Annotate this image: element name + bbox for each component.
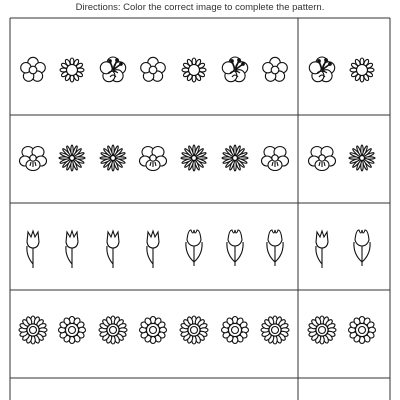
row-1-pattern-5-daisy-icon[interactable] bbox=[182, 58, 206, 82]
row-2-pattern-4-pansy-icon[interactable] bbox=[140, 147, 167, 171]
row-1-pattern-1-five-petal-flower-icon[interactable] bbox=[21, 57, 46, 81]
row-3-pattern-3-tulip-icon[interactable] bbox=[107, 231, 119, 268]
row-2-choice-1-pansy-icon[interactable] bbox=[309, 147, 336, 171]
row-3-choice-2-crocus-icon[interactable] bbox=[354, 230, 370, 266]
row-3-choice-1-tulip-icon[interactable] bbox=[316, 231, 328, 268]
row-1-choice-1-hibiscus-icon[interactable] bbox=[309, 57, 334, 82]
row-1-pattern-4-five-petal-flower-icon[interactable] bbox=[141, 57, 166, 81]
row-3-pattern-1-tulip-icon[interactable] bbox=[27, 231, 39, 268]
row-3-pattern-7-crocus-icon[interactable] bbox=[267, 230, 283, 266]
row-2-pattern-7-pansy-icon[interactable] bbox=[262, 147, 289, 171]
row-4-pattern-2-ring-daisy-icon[interactable] bbox=[59, 317, 86, 344]
row-4-pattern-4-ring-daisy-icon[interactable] bbox=[140, 317, 167, 344]
row-4-choice-1-sunflower-icon[interactable] bbox=[308, 316, 336, 344]
row-3-pattern-2-tulip-icon[interactable] bbox=[66, 231, 78, 268]
row-1-pattern-3-hibiscus-icon[interactable] bbox=[100, 57, 125, 82]
row-3-pattern-4-tulip-icon[interactable] bbox=[147, 231, 159, 268]
row-2-pattern-5-aster-icon[interactable] bbox=[181, 145, 207, 171]
row-4-pattern-1-sunflower-icon[interactable] bbox=[19, 316, 47, 344]
row-4-choice-2-ring-daisy-icon[interactable] bbox=[349, 317, 376, 344]
row-1-pattern-2-daisy-icon[interactable] bbox=[60, 58, 84, 82]
row-4-pattern-6-ring-daisy-icon[interactable] bbox=[222, 317, 249, 344]
directions-text: Directions: Color the correct image to complete the pattern. bbox=[75, 2, 325, 13]
row-2-choice-2-aster-icon[interactable] bbox=[349, 145, 375, 171]
row-1-choice-2-daisy-icon[interactable] bbox=[350, 58, 374, 82]
row-4-pattern-7-sunflower-icon[interactable] bbox=[261, 316, 289, 344]
row-2-pattern-3-aster-icon[interactable] bbox=[100, 145, 126, 171]
row-4-pattern-5-sunflower-icon[interactable] bbox=[180, 316, 208, 344]
row-1-pattern-6-hibiscus-icon[interactable] bbox=[222, 57, 247, 82]
row-3-pattern-5-crocus-icon[interactable] bbox=[186, 230, 202, 266]
row-2-pattern-2-aster-icon[interactable] bbox=[59, 145, 85, 171]
row-4-pattern-3-sunflower-icon[interactable] bbox=[99, 316, 127, 344]
row-1-pattern-7-five-petal-flower-icon[interactable] bbox=[263, 57, 288, 81]
row-2-pattern-1-pansy-icon[interactable] bbox=[20, 147, 47, 171]
row-3-pattern-6-crocus-icon[interactable] bbox=[227, 230, 243, 266]
row-2-pattern-6-aster-icon[interactable] bbox=[222, 145, 248, 171]
